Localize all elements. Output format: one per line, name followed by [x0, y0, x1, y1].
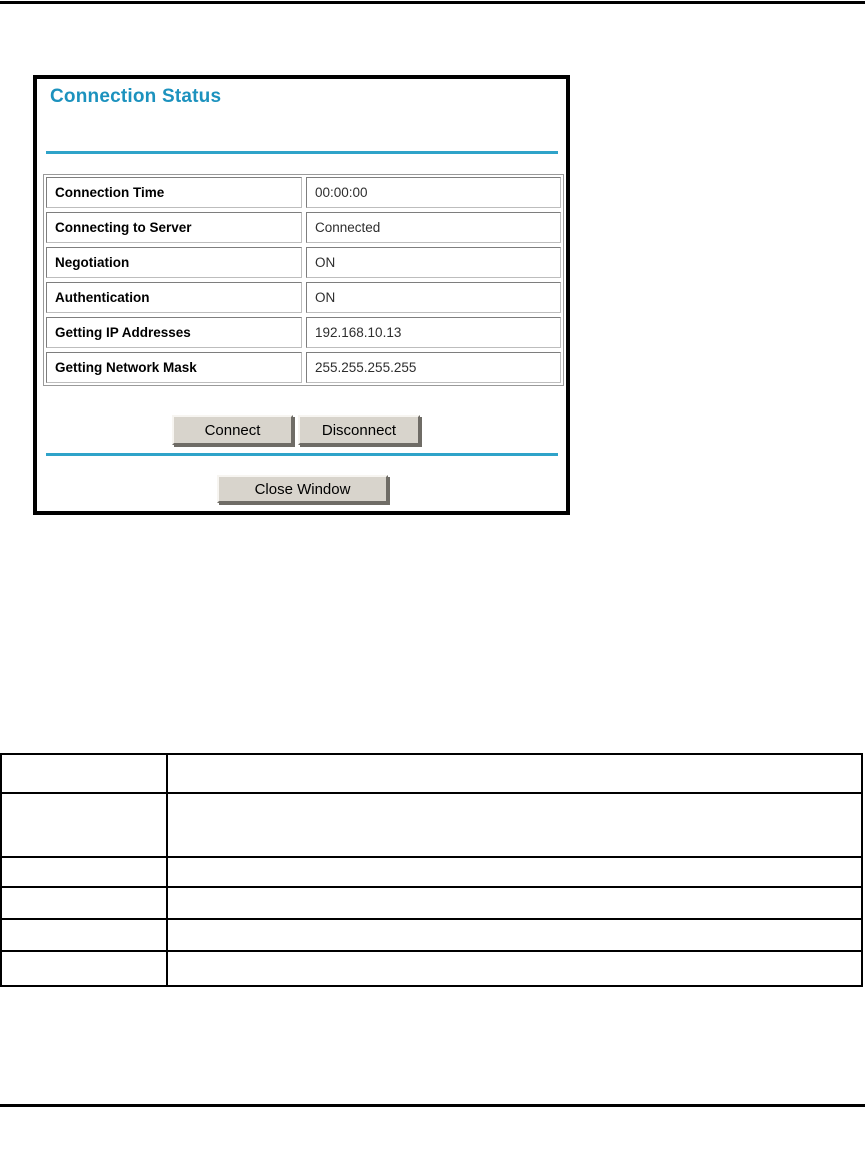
table-row — [2, 888, 861, 920]
term-cell — [2, 755, 168, 792]
close-window-button[interactable]: Close Window — [217, 475, 388, 503]
description-cell — [168, 920, 861, 950]
connect-button[interactable]: Connect — [172, 415, 293, 445]
page-bottom-rule — [0, 1104, 865, 1107]
row-label: Authentication — [46, 282, 302, 313]
table-row — [2, 952, 861, 985]
disconnect-button[interactable]: Disconnect — [298, 415, 420, 445]
row-label: Negotiation — [46, 247, 302, 278]
row-value: Connected — [306, 212, 561, 243]
page-top-rule — [0, 1, 865, 4]
table-row — [46, 177, 561, 208]
table-row — [46, 282, 561, 313]
table-row — [46, 352, 561, 383]
description-cell — [168, 755, 861, 792]
table-row — [46, 212, 561, 243]
row-value: ON — [306, 282, 561, 313]
table-row — [46, 247, 561, 278]
row-label: Getting Network Mask — [46, 352, 302, 383]
dialog-divider-bottom — [46, 453, 558, 456]
row-label: Connecting to Server — [46, 212, 302, 243]
term-cell — [2, 794, 168, 856]
connection-status-table — [43, 174, 564, 386]
description-cell — [168, 794, 861, 856]
term-cell — [2, 920, 168, 950]
term-cell — [2, 952, 168, 985]
description-cell — [168, 858, 861, 886]
table-row — [2, 920, 861, 952]
table-row — [2, 794, 861, 858]
dialog-title: Connection Status — [50, 86, 222, 107]
field-description-table — [0, 753, 863, 987]
term-cell — [2, 888, 168, 918]
row-label: Connection Time — [46, 177, 302, 208]
description-cell — [168, 888, 861, 918]
table-row — [2, 858, 861, 888]
description-cell — [168, 952, 861, 985]
table-row — [2, 755, 861, 794]
connection-status-dialog — [33, 75, 570, 515]
row-value: 00:00:00 — [306, 177, 561, 208]
row-label: Getting IP Addresses — [46, 317, 302, 348]
table-row — [46, 317, 561, 348]
term-cell — [2, 858, 168, 886]
row-value: ON — [306, 247, 561, 278]
dialog-divider-top — [46, 151, 558, 154]
row-value: 255.255.255.255 — [306, 352, 561, 383]
row-value: 192.168.10.13 — [306, 317, 561, 348]
